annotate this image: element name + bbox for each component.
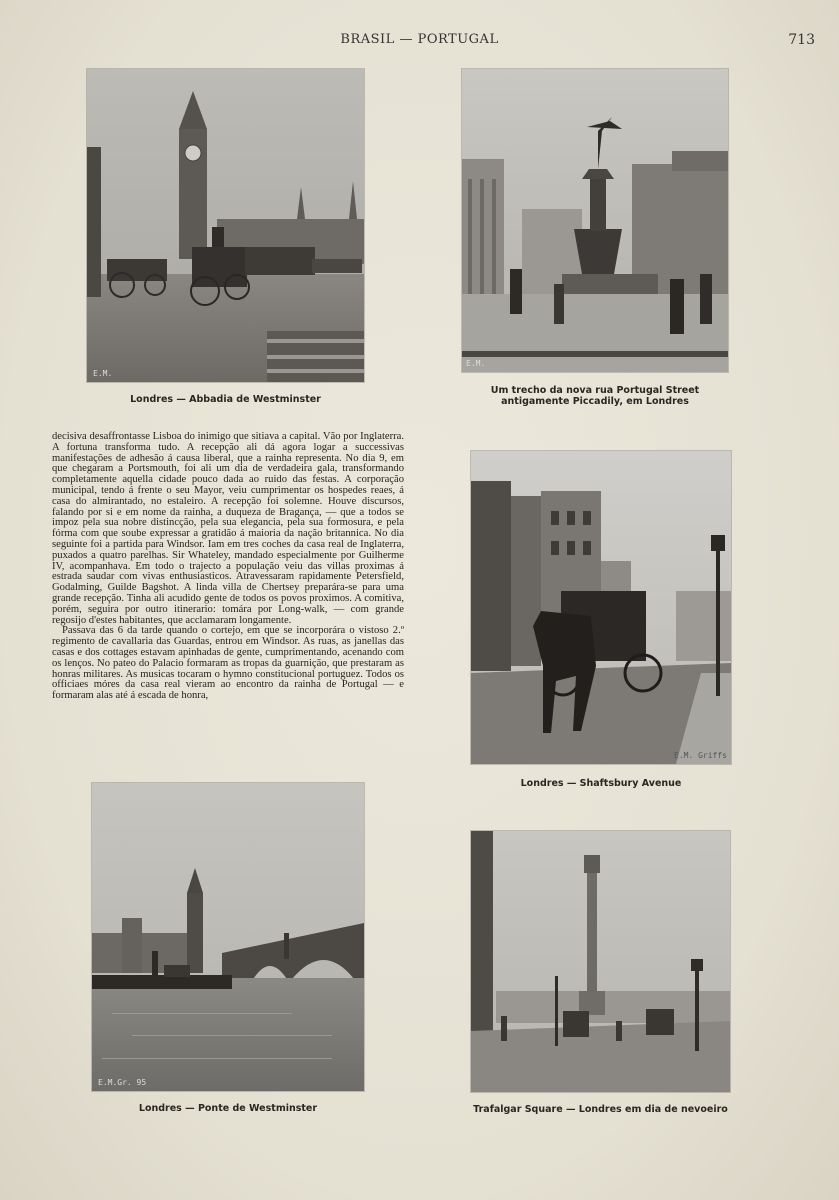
article-text — [52, 432, 404, 702]
caption-portugal-street-line2: antigamente Piccadily, em Londres — [501, 396, 689, 407]
article-paragraph: Passava das 6 da tarde quando o cortejo, em que se incorporára o vistoso 2.º regimento de cavallaria das Guardas, entrou em Windsor. As ruas, as janellas das casas e dos cottages estavam apinhadas de gente, cumprimentando, acenando com os lenços. No pateo do Palacio formaram as tropas da guarnição, que prestaram as honras militares. As musicas tocaram o hymno constitucional portuguez. Todos os officiaes móres da casa real vieram ao encontro da rainha de Portugal — e formaram alas até á escada de honra, — [52, 625, 404, 702]
caption-portugal-street-line1: Um trecho da nova rua Portugal Street — [490, 385, 700, 396]
photo-signature: E.M.Gr. 95 — [98, 1078, 147, 1087]
caption-shaftsbury-avenue: Londres — Shaftsbury Avenue — [520, 778, 682, 789]
article-paragraph: decisiva desaffrontasse Lisboa do inimigo que sitiava a capital. Vão por Inglaterra. A fortuna transforma tudo. A recepção ali dá agora logar a successivas manifestações de adhesão á causa liberal, que a rainha representa. No dia 9, em que chegaram a Portsmouth, foi ali um dia de verdadeira gala, transformando completamente aquella cidade pouco dada ao ruido das festas. A corporação municipal, tendo á frente o seu Mayor, veiu cumprimentar os hospedes reaes, á casa do almirantado, no estaleiro. A recepção foi solemne. Houve discursos, falando por si e em nome da rainha, a duqueza de Bragança, — que a todos se impoz pela sua nobre distincção, pela sua elegancia, pela sua formosura, e pela fórma com que soube expressar a gratidão á maioria da nação britannica. No dia seguinte foi a partida para Windsor. Iam em tres coches da casa real de Inglaterra, puxados a quatro parelhas. Sir Whateley, mandado especialmente por Guilherme IV, acompanhava. Em todo o trajecto a população veiu das villas proximas á estrada saudar com vivas enthusiasticos. Atravessaram rapidamente Petersfield, Godalming, Guilde Bagshot. A linda villa de Chertsey preparára-se para uma grande recepção. Tinha ali acudido gente de todos os povos proximos. A comitiva, porém, seguira por outro itinerario: tomára por Long-walk, — com grande regosijo d'estes habitantes, que acclamaram longamente. — [52, 431, 404, 626]
photo-signature: E.M. — [93, 369, 113, 378]
running-header: BRASIL — PORTUGAL — [340, 32, 499, 47]
page-number: 713 — [788, 32, 815, 48]
photo-trafalgar-square — [471, 831, 730, 1092]
caption-westminster-bridge: Londres — Ponte de Westminster — [138, 1103, 318, 1114]
caption-trafalgar-square: Trafalgar Square — Londres em dia de nevoeiro — [473, 1104, 728, 1115]
photo-shaftsbury-avenue — [471, 451, 731, 764]
photo-westminster-abbey — [87, 69, 364, 382]
photo-portugal-street — [462, 69, 728, 372]
photo-signature: E.M. Griffs — [674, 751, 727, 760]
photo-westminster-bridge — [92, 783, 364, 1091]
caption-westminster-abbey: Londres — Abbadia de Westminster — [130, 394, 321, 405]
photo-signature: E.M. — [466, 359, 486, 368]
